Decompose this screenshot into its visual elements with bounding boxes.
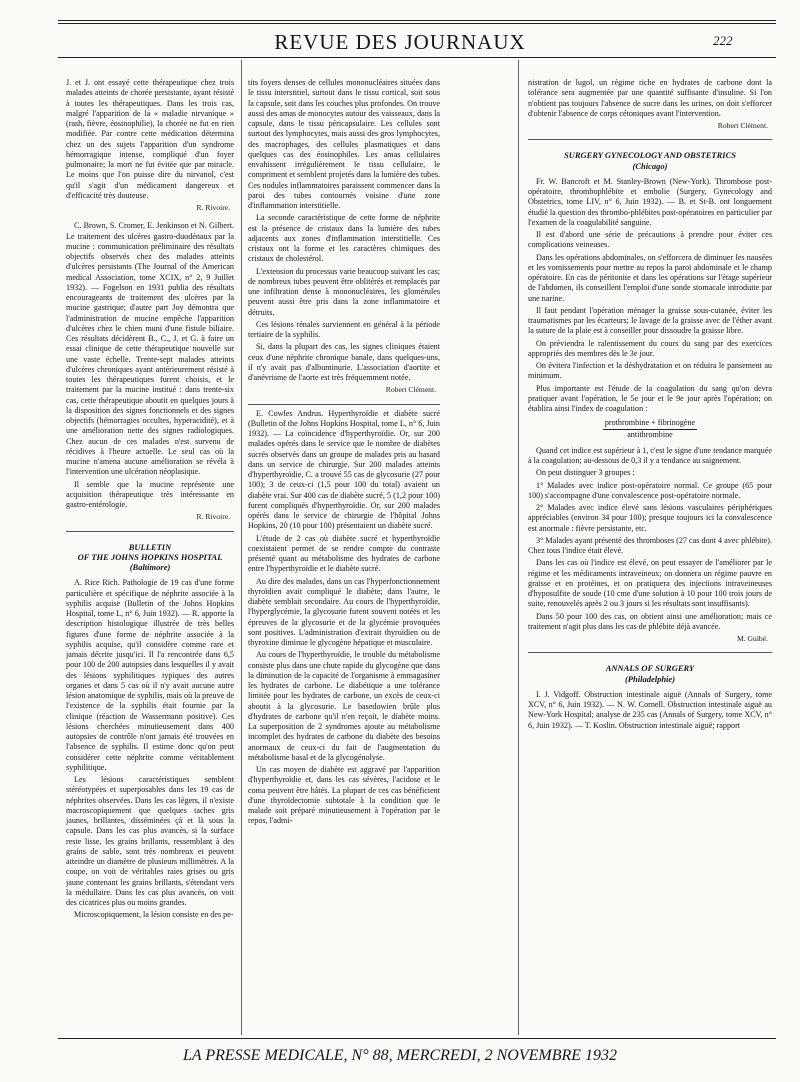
paragraph: 1° Malades avec indice post-opératoire normal. Ce groupe (65 pour 100) s'accompagne d'une convalescence post-opératoire normale. — [528, 480, 772, 500]
section-location: (Chicago) — [632, 160, 668, 171]
footer-citation: LA PRESSE MEDICALE, N° 88, MERCREDI, 2 NOVEMBRE 1932 — [182, 1047, 618, 1064]
paragraph: Un cas moyen de diabète est aggravé par l'apparition d'hyperthyroïdie et, dans les cas sévères, l'acidose et le coma peuvent être hâtés. La plupart de ces cas bénéficient d'une thyroïdectomie subtotale à la condition que le malade soit préparé minutieusement à l'opération par le repos, l'admi- — [248, 765, 440, 826]
signature: R. Rivoire. — [196, 512, 230, 522]
paragraph: L'extension du processus varie beaucoup suivant les cas; de nombreux tubes peuvent être oblitérés et remplacés par une infiltration dense à mononucléaires, les glomérules peuvent aussi être pris dans la zone inflammatoire et détruits. — [248, 266, 440, 317]
paragraph: nistration de lugol, un régime riche en hydrates de carbone dont la tolérance sera augmentée par une quantité suffisante d'insuline. Si l'on n'obtient pas toujours l'absence de sucre dans les urines, on doit s'efforcer d'obtenir l'absence de corps cétoniques avant l'intervention. — [528, 78, 772, 118]
article-divider — [248, 404, 440, 405]
section-subheading: OF THE JOHNS HOPKINS HOSPITAL — [77, 551, 223, 562]
column-divider-2 — [518, 60, 519, 1035]
paragraph: Il semble que la mucine représente une acquisition thérapeutique très intéressante en gastro-entérologie. — [66, 479, 234, 509]
section-divider — [528, 139, 772, 140]
signature: Robert Clément. — [385, 385, 436, 395]
paragraph: La seconde caractéristique de cette forme de néphrite est la présence de cristaux dans la lumière des tubes adjacents aux zones d'inflammation interstitielle. Ces cristaux ont la forme et les caractères chimiques des cristaux de cholestérol. — [248, 213, 440, 264]
article-paragraph: E. Cowles Andrus. Hyperthyroïdie et diabète sucré (Bulletin of the Johns Hopkins Hospital, tome L, n° 6, Juin 1932). — La coïncidence d'hyperthyroïdie. Or, sur 200 malades opérés dans le service que le nombre de diabètes sucrés observés dans un groupe de malades pris au hasard dans un service de chirurgie. Sur 200 malades atteints d'hyperthyroïdie, C. a trouvé 55 cas de glycosurie (27 pour 100); 3 de ceux-ci (1,5 pour 100 du total) avaient un diabète vrai. Sur 400 cas de diabète sucré, 5 (1,2 pour 100) furent compliqués d'hyperthyroïdie. Or, sur 200 malades opérés dans le service de chirurgie de l'hôpital Johns Hopkins, 20 (10 pour 100) présentaient un diabète sucré. — [248, 408, 440, 531]
paragraph: 2° Malades avec indice élevé sans lésions vasculaires périphériques appréciables (environ 34 pour 100); presque toujours ici la convalescence est anormale : fièvre persistante, etc. — [528, 503, 772, 533]
header-rule-top-2 — [58, 23, 776, 24]
paragraph: Quand cet indice est supérieur à 1, c'est le signe d'une tendance marquée à la coagulation; au-dessous de 0,3 il y a tendance au saignement. — [528, 445, 772, 465]
section-heading: SURGERY GYNECOLOGY AND OBSTETRICS — [564, 150, 736, 161]
header-rule-top — [58, 20, 776, 21]
section-divider — [528, 652, 772, 653]
journal-title: REVUE DES JOURNAUX — [274, 30, 526, 54]
paragraph: 3° Malades ayant présenté des thromboses (27 cas dont 4 avec phlébite). Chez tous l'indice était élevé. — [528, 535, 772, 555]
article-paragraph: A. Rice Rich. Pathologie de 19 cas d'une forme particulière et spécifique de néphrite associée à la syphilis acquise (Bulletin of the Johns Hopkins Hospital, tome L, n° 6, Juin 1932). — R. apporte la description histologique illustrée de très belles figures d'une forme de néphrite associée à la syphilis acquise, qu'il considère comme rare et jamais décrite jusqu'ici. Il l'a rencontrée dans 6,5 pour 100 de 200 autopsies dans lesquelles il y avait des lésions syphilitiques typiques des autres organes et dans 5 cas où il n'y avait aucune autre lésion anatomique de syphilis, mais où la preuve de l'existence de la syphilis était fournie par la clinique (réaction de Wassermann positive). Ces lésions cherchées minutieusement dans 400 autopsies de contrôle n'ont jamais été trouvées en l'absence de syphilis. Il estime donc qu'on peut considérer cette néphrite comme véritablement syphilitique. — [66, 578, 234, 772]
paragraph: On préviendra le ralentissement du cours du sang par des exercices appropriés des membres dès le 3e jour. — [528, 338, 772, 358]
section-heading: BULLETIN — [128, 541, 172, 552]
article-paragraph: Fr. W. Bancroft et M. Stanley-Brown (New-York). Thrombose post-opératoire, thrombophlébite et embolie (Surgery, Gynecology and Obstetrics, tome LIV, n° 6, Juin 1932). — B. et St-B. ont longuement étudié la question des thrombo-phlébites post-opératoires en particulier par l'examen de la coagulabilité sanguine. — [528, 176, 772, 227]
paragraph: Ces lésions rénales surviennent en général à la période tertiaire de la syphilis. — [248, 319, 440, 339]
paragraph: Plus importante est l'étude de la coagulation du sang qu'on devra pratiquer avant l'opération, le 5e jour et le 9e jour après l'opération; on établira ainsi l'index de coagulation : — [528, 383, 772, 413]
paragraph: Les lésions caractéristiques semblent stéréotypées et superposables dans les 19 cas de néphrites observées. Dans les cas légers, il n'existe macroscopiquement que quelques taches gris jaunes, brillantes, disséminées çà et là sous la capsule. Dans les cas plus avancés, si la surface reste lisse, les grains brillants, ressemblant à des grains de sable, sont très nombreux et peuvent atteindre un diamètre de plusieurs millimètres. A la coupe, on voit de véritables raies grises ou gris jaune contenant les grains brillants, s'étendant vers la médullaire. Dans les cas plus avancés, on voit des cicatrices plus ou moins grandes. — [66, 775, 234, 907]
section-heading: ANNALS OF SURGERY — [605, 663, 695, 674]
formula-numerator: prothrombine + fibrinogène — [603, 418, 697, 429]
page-number: 222 — [713, 33, 733, 48]
signature: R. Rivoire. — [196, 203, 230, 212]
formula-denominator: antithrombine — [627, 429, 673, 439]
coagulation-formula — [528, 418, 772, 440]
paragraph: Dans les opérations abdominales, on s'efforcera de diminuer les nausées et les vomissements pour mettre au repos la paroi abdominale et le champ opératoire. En cas de péritonite et dans les opérations sur l'étage supérieur de l'abdomen, ils conseillent l'emploi d'une sonde stomacale introduite par une narine. — [528, 252, 772, 303]
column-divider-1 — [241, 60, 242, 1035]
paragraph: Au dire des malades, dans un cas l'hyperfonctionnement thyroïdien avait compliqué le diabète; dans l'autre, le diabète semblait secondaire. Au cours de l'hyperthyroïdie, l'hyperglycémie, la glycosurie furent souvent notées et les épreuves de la glycosurie et de la glycémie provoquées sont positives. L'administration d'extrait thyroïdien ou de thyroxine diminue le glycogène hépatique et musculaire. — [248, 576, 440, 647]
article-paragraph: I. J. Vidgoff. Obstruction intestinale aiguë (Annals of Surgery, tome XCV, n° 6, Juin 1932). — N. W. Cornell. Obstruction intestinale aiguë au New-York Hospital; analyse de 235 cas (Annals of Surgery, tome XCV, n° 6, Juin 1932). — T. Koslin. Obstruction intestinale aiguë; rapport — [528, 689, 772, 730]
paragraph: Dans les cas où l'indice est élevé, on peut essayer de l'améliorer par le régime et les médicaments intraveineux; on donnera un régime pauvre en graisse et en protéines, et on pratiquera des injections intraveineuses d'hyposulfite de soude (10 cme d'une solution à 10 pour 100 trois jours de suite, renouvelés après 2 ou 3 jours si les résultats sont insuffisants). — [528, 558, 772, 609]
paragraph: Dans 50 pour 100 des cas, on obtient ainsi une amélioration; mais ce traitement n'agit plus dans les cas de phlébite déjà avancée. — [528, 611, 772, 631]
section-divider — [66, 531, 234, 532]
paragraph: Si, dans la plupart des cas, les signes cliniques étaient ceux d'une néphrite chronique banale, dans quelques-uns, il n'y avait pas d'albuminurie. L'association d'aortite et d'anévrisme de l'aorte est très fréquemment notée. — [248, 342, 440, 382]
section-location: (Philadelphie) — [624, 673, 676, 684]
footer-rule — [58, 1038, 776, 1039]
section-location: (Baltimore) — [129, 562, 171, 572]
signature: Robert Clément. — [717, 121, 768, 130]
paragraph: Au cours de l'hyperthyroïdie, le trouble du métabolisme consiste plus dans une chute rapide du glycogène que dans la diminution de la capacité de l'organisme à emmagasiner les hydrates de carbone. Le diabétique a une tolérance limitée pour les hydrates de carbone, un excès de ceux-ci aboutit à la glycosurie. Le basedowien brûle plus d'hydrates de carbone qu'il n'en reçoit, le diabète moins. La superposition de 2 syndromes ajoute au métabolisme incomplet des hydrates de carbone du diabète des besoins anormaux de ceux-ci du fait de l'augmentation du métabolisme basal et de la glycogénolyse. — [248, 650, 440, 762]
column-2 — [248, 78, 440, 1034]
column-3 — [528, 78, 772, 1034]
paragraph: On peut distinguer 3 groupes : — [536, 468, 635, 478]
column-1 — [66, 78, 234, 1034]
paragraph: J. et J. ont essayé cette thérapeutique chez trois malades atteints de chorée persistante, ayant résisté à toutes les thérapeutiques. Dans les trois cas, malgré l'apparition de la « maladie nirvanique » (rash, fièvre, éosinophilie), la chorée ne fut en rien modifiée. Par contre cette médication détermina chez un des sujets l'apparition d'un syndrome hémorragique intense, compliqué d'un foyer pulmonaire; la mort ne fut évitée que par miracle. Le moins que l'on puisse dire du nirvanol, c'est qu'il s'agit d'un médicament dangereux et d'efficacité très douteuse. — [66, 78, 234, 200]
header-rule-bottom — [58, 57, 776, 58]
paragraph: On évitera l'infection et la déshydratation et on réduira le pansement au minimum. — [528, 361, 772, 381]
paragraph: Microscopiquement, la lésion consiste en des pe- — [74, 910, 234, 920]
paragraph: tits foyers denses de cellules mononucléaires situées dans le tissu interstitiel, surtout dans le tissu cortical, soit sous la capsule, soit dans les couches plus profondes. On trouve aussi des amas de monocytes autour des vaisseaux, dans la capsule, dans le tissu péricapsulaire. Les cellules sont surtout des lymphocytes, mais aussi des gros lymphocytes, des macrophages, des cellules plasmatiques et dans quelques cas des éosinophiles. Les amas cellulaires envahissent irrégulièrement le tissu cellulaire, le compriment et semblent projetés dans la lumière des tubes. Ces nodules inflammatoires paraissent commencer dans la paroi des tubes contournés voisine d'une zone d'inflammation interstitielle. — [248, 78, 440, 210]
paragraph: Il est d'abord une série de précautions à prendre pour éviter ces complications veineuses. — [528, 230, 772, 250]
signature: M. Guibé. — [736, 634, 768, 643]
paragraph: L'étude de 2 cas où diabète sucré et hyperthyroïdie coexistaient permet de se rendre compte du contraste présenté quant au métabolisme des hydrates de carbone entre l'hyperthyroïdie et le diabète sucré. — [248, 533, 440, 574]
article-paragraph: C. Brown, S. Cromer, E. Jenkinson et N. Gilbert. Le traitement des ulcères gastro-duodénaux par la mucine : communication préliminaire des résultats objectifs observés chez des malades atteints d'ulcères persistants (The Journal of the American medical Association, tome XCIX, n° 2, 9 Juillet 1932). — Fogelson en 1931 publia des résultats encourageants de traitement des ulcères par la mucine gastrique; d'autre part Joy démontra que l'administration de mucine empêche l'apparition d'ulcères chez le chien muni d'une fistule biliaire. Ces résultats décidèrent B., C., J. et G. à faire un essai clinique de cette thérapeutique nouvelle sur une vaste échelle. Trente-sept malades atteints d'ulcères chroniques ayant antérieurement résisté à toutes les thérapeutiques furent choisis, et le traitement par la mucine institué : dans trente-six cas, cette thérapeutique aboutit en quelques jours à la disposition des signes fonctionnels et des signes objectifs (hémorragies occultes, hyperacidité), et à une amélioration nette des signes radiologiques. Chez aucun de ces malades n'est survenu de récidives à l'heure actuelle. Le seul cas où la mucine n'amena aucune amélioration se révéla à l'intervention une ulcération néoplasique. — [66, 221, 234, 477]
paragraph: Il faut pendant l'opération ménager la graisse sous-cutanée, éviter les traumatismes par les écarteurs; le lavage de la graisse avec de l'éther avant la suture de la plaie est à conseiller pour dissoudre la graisse libre. — [528, 305, 772, 336]
